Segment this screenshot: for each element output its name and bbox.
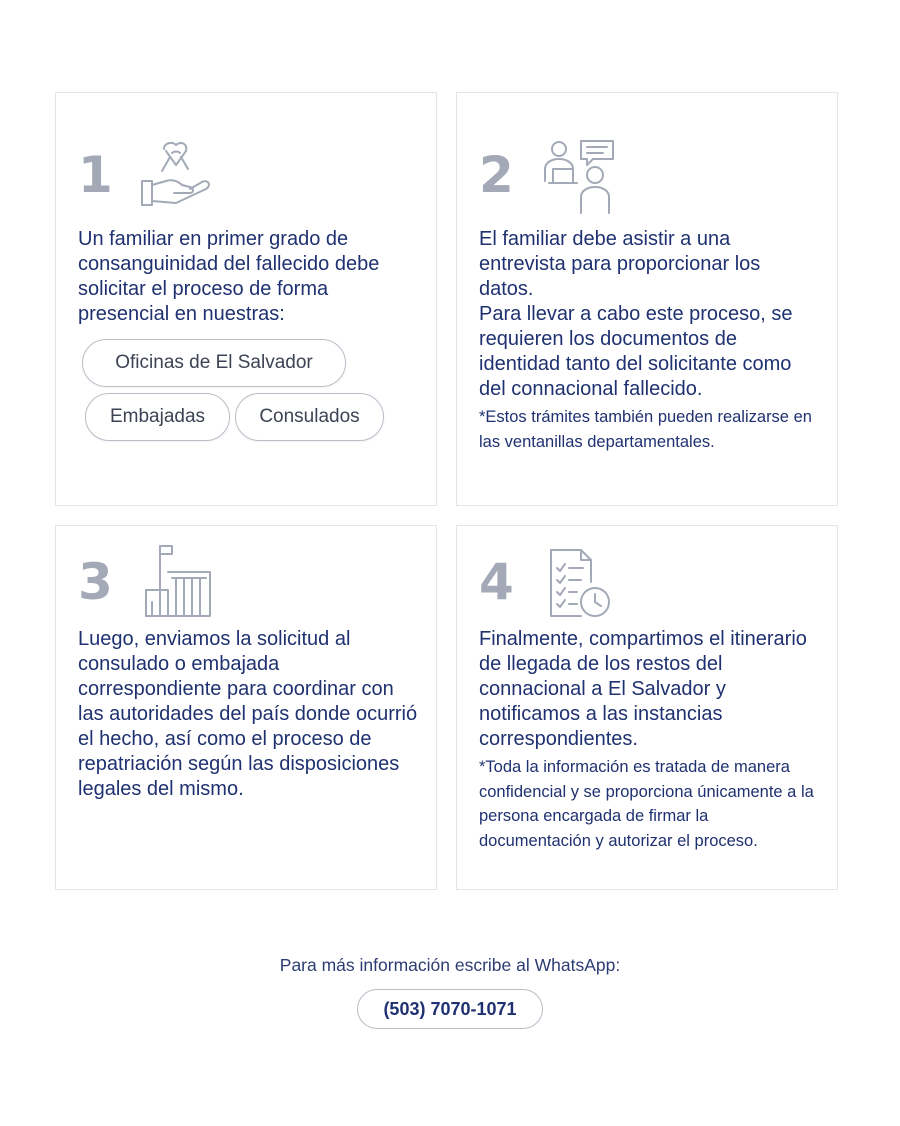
- step-card-1: [55, 92, 437, 506]
- step-header: [479, 542, 819, 622]
- step-paragraph: Luego, enviamos la solicitud al consulado o embajada correspondiente para coordinar con las autoridades del país donde ocurrió el hecho, así como el proceso de repatriación según las disposiciones legales del mismo.: [78, 628, 418, 800]
- step-note: *Toda la información es tratada de manera confidencial y se proporciona únicamente a la persona encargada de firmar la documentación y autorizar el proceso.: [479, 758, 814, 850]
- step-number: 3: [78, 553, 113, 611]
- step-note: *Estos trámites también pueden realizarse en las ventanillas departamentales.: [479, 408, 812, 451]
- step-number: 2: [479, 146, 514, 204]
- embassy-building-icon: [136, 542, 216, 622]
- step-number: 4: [479, 553, 514, 611]
- whatsapp-phone-button[interactable]: (503) 7070-1071: [357, 989, 543, 1029]
- step-header: [78, 135, 418, 215]
- option-oficinas-el-salvador[interactable]: Oficinas de El Salvador: [82, 339, 346, 387]
- step-paragraph: Finalmente, compartimos el itinerario de llegada de los restos del connacional a El Salvador y notificamos a las instancias correspondientes.: [479, 628, 807, 750]
- interview-icon: [537, 135, 617, 215]
- step-header: [78, 542, 418, 622]
- step-paragraph: Para llevar a cabo este proceso, se requieren los documentos de identidad tanto del solicitante como del connacional fallecido.: [479, 303, 793, 400]
- whatsapp-info-text: Para más información escribe al WhatsApp:: [279, 955, 621, 975]
- step-paragraph: Un familiar en primer grado de consanguinidad del fallecido debe solicitar el proceso de forma presencial en nuestras:: [78, 228, 380, 325]
- option-embajadas[interactable]: Embajadas: [85, 393, 230, 441]
- step-card-2: [456, 92, 838, 506]
- step-text: [78, 627, 418, 802]
- step-text: [479, 227, 819, 454]
- step-header: [479, 135, 819, 215]
- step-card-3: [55, 525, 437, 890]
- ribbon-hand-icon: [136, 135, 216, 215]
- option-consulados[interactable]: Consulados: [235, 393, 384, 441]
- step-number: 1: [78, 146, 113, 204]
- step-text: [78, 227, 418, 327]
- step-card-4: [456, 525, 838, 890]
- checklist-clock-icon: [537, 542, 617, 622]
- step-text: [479, 627, 819, 853]
- step-paragraph: El familiar debe asistir a una entrevista para proporcionar los datos.: [479, 228, 761, 300]
